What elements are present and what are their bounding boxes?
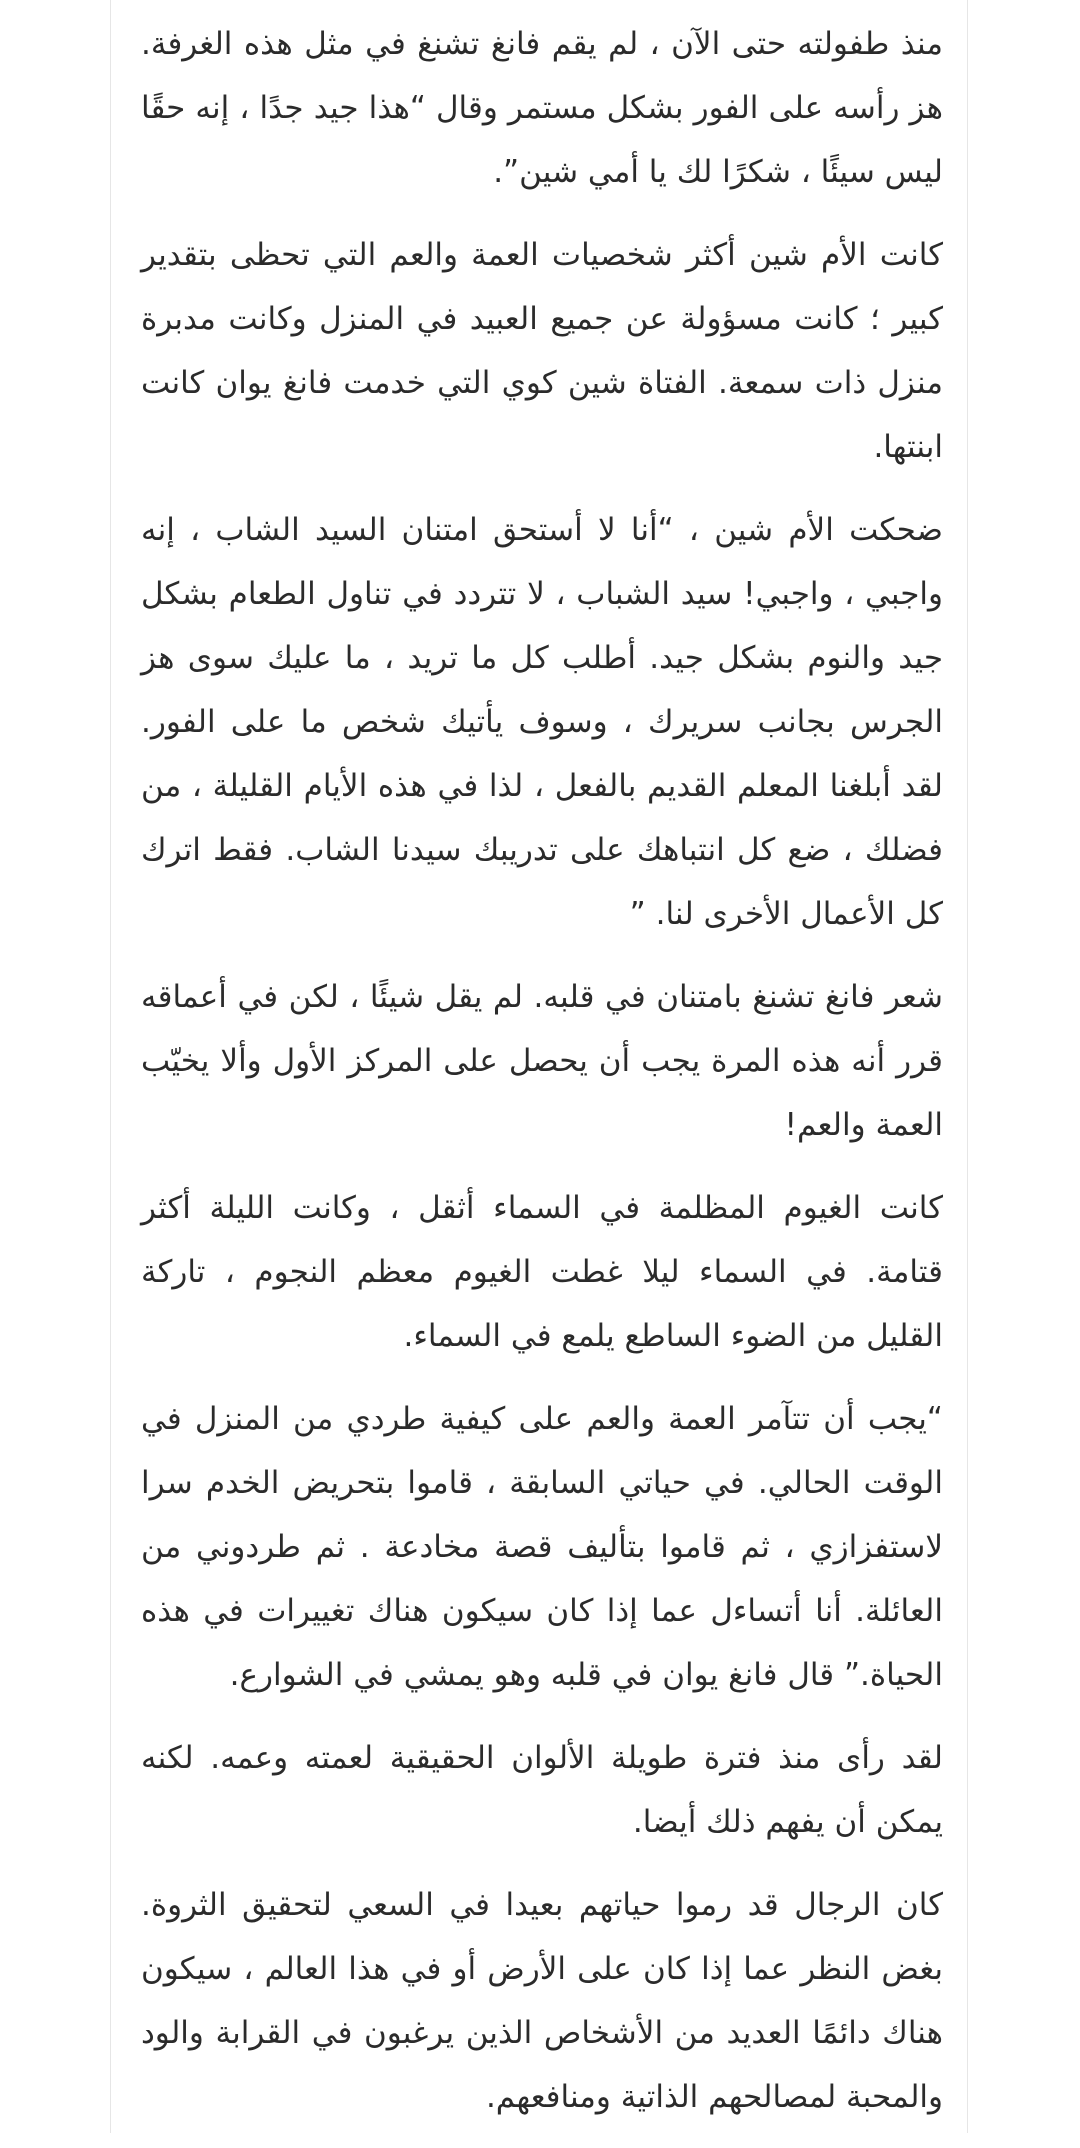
paragraph: “يجب أن تتآمر العمة والعم على كيفية طردي من المنزل في الوقت الحالي. في حياتي السابقة ، قاموا بتحريض الخدم سرا لاستفزازي ، ثم قاموا بتأليف قصة مخادعة . ثم طردوني من العائلة. أنا أتساءل عما إذا كان سيكون هناك تغييرات في هذه الحياة.” قال فانغ يوان في قلبه وهو يمشي في الشوارع. (141, 1401, 943, 1693)
paragraph: لقد رأى منذ فترة طويلة الألوان الحقيقية لعمته وعمه. لكنه يمكن أن يفهم ذلك أيضا. (141, 1740, 943, 1840)
paragraph: منذ طفولته حتى الآن ، لم يقم فانغ تشنغ في مثل هذه الغرفة. هز رأسه على الفور بشكل مستمر وقال “هذا جيد جدًا ، إنه حقًا ليس سيئًا ، شكرًا لك يا أمي شين”. (141, 26, 943, 190)
paragraph: كانت الأم شين أكثر شخصيات العمة والعم التي تحظى بتقدير كبير ؛ كانت مسؤولة عن جميع العبيد في المنزل وكانت مدبرة منزل ذات سمعة. الفتاة شين كوي التي خدمت فانغ يوان كانت ابنتها. (141, 237, 943, 465)
paragraph: كان الرجال قد رموا حياتهم بعيدا في السعي لتحقيق الثروة. بغض النظر عما إذا كان على الأرض أو في هذا العالم ، سيكون هناك دائمًا العديد من الأشخاص الذين يرغبون في القرابة والود والمحبة لمصالحهم الذاتية ومنافعهم. (141, 1887, 943, 2115)
reader-page (110, 0, 968, 2133)
paragraph: ضحكت الأم شين ، “أنا لا أستحق امتنان السيد الشاب ، إنه واجبي ، واجبي! سيد الشباب ، لا تتردد في تناول الطعام بشكل جيد والنوم بشكل جيد. أطلب كل ما تريد ، ما عليك سوى هز الجرس بجانب سريرك ، وسوف يأتيك شخص ما على الفور. لقد أبلغنا المعلم القديم بالفعل ، لذا في هذه الأيام القليلة ، من فضلك ، ضع كل انتباهك على تدريبك سيدنا الشاب. فقط اترك كل الأعمال الأخرى لنا. ” (141, 512, 943, 932)
chapter-text (141, 12, 943, 2148)
paragraph: شعر فانغ تشنغ بامتنان في قلبه. لم يقل شيئًا ، لكن في أعماقه قرر أنه هذه المرة يجب أن يحصل على المركز الأول وألا يخيّب العمة والعم! (141, 979, 943, 1143)
paragraph: كانت الغيوم المظلمة في السماء أثقل ، وكانت الليلة أكثر قتامة. في السماء ليلا غطت الغيوم معظم النجوم ، تاركة القليل من الضوء الساطع يلمع في السماء. (141, 1190, 943, 1354)
